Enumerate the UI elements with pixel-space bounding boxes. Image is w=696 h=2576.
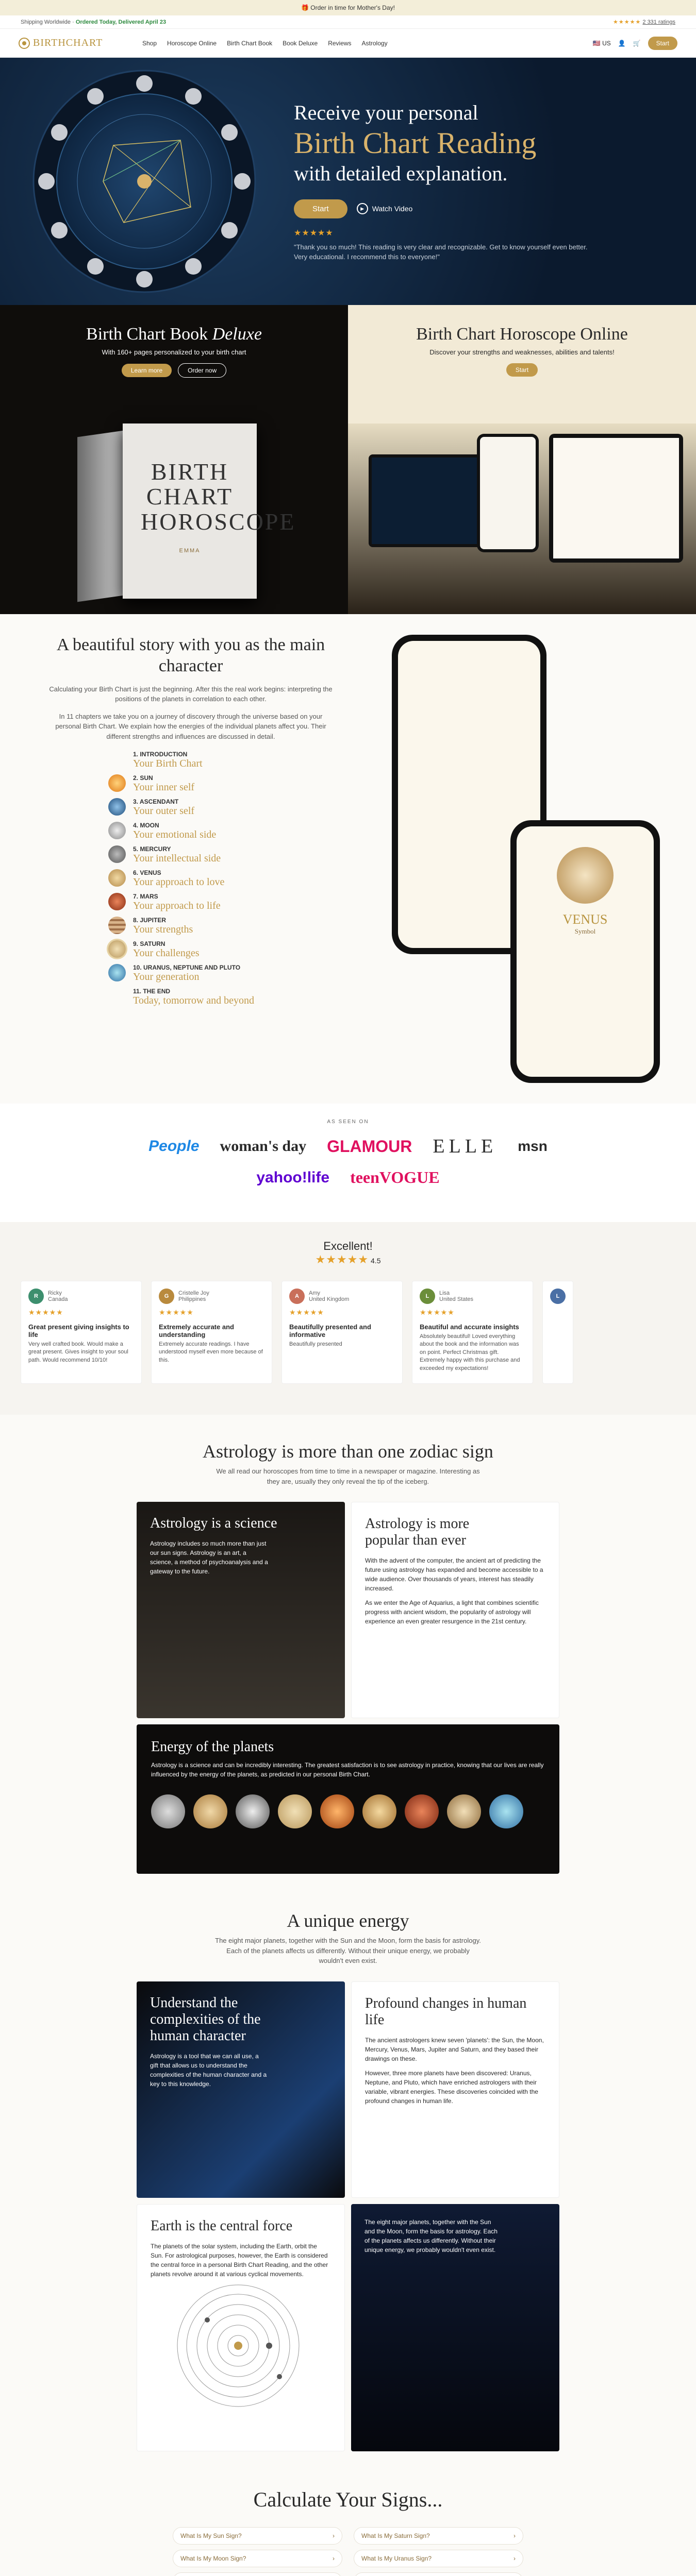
chevron-right-icon: › <box>333 2554 335 2562</box>
nav-start-button[interactable]: Start <box>648 37 677 50</box>
review-card <box>542 1281 573 1384</box>
energy-lead: The eight major planets, together with the Sun and the Moon, form the basis for astrology. Each of the planets affects us differently. Without their unique energy, we probably wouldn't even exist. <box>215 1937 481 1964</box>
hero-quote: "Thank you so much! This reading is very clear and recognizable. Get to know yourself even better. Very educational. I recommend this to everyone!" <box>294 243 588 261</box>
card-title: Astrology is a science <box>150 1515 277 1531</box>
jupiter-icon <box>108 917 126 934</box>
promo-text: 🎁 Order in time for Mother's Day! <box>301 4 395 11</box>
avatar: L <box>550 1289 566 1304</box>
earth-central-card <box>137 2204 345 2451</box>
elle-logo: ELLE <box>433 1136 498 1157</box>
chapter-item <box>108 940 351 961</box>
hero <box>0 58 696 305</box>
chapter-item <box>108 869 351 890</box>
chapter-subtitle: Your inner self <box>133 782 195 793</box>
chapter-subtitle: Your emotional side <box>133 829 217 841</box>
earth-icon <box>108 798 126 816</box>
chapter-number: 6. VENUS <box>133 869 161 877</box>
story-intro: Calculating your Birth Chart is just the beginning. After this the real work begins: interpreting the positions of the planets in correlation to each other. <box>49 685 333 703</box>
msn-logo: msn <box>518 1138 548 1154</box>
energy-title: A unique energy <box>287 1910 409 1931</box>
people-logo: People <box>148 1138 200 1155</box>
nav-book-deluxe[interactable]: Book Deluxe <box>283 39 318 47</box>
chapter-subtitle: Your generation <box>133 971 200 983</box>
nav-astrology[interactable]: Astrology <box>361 39 388 47</box>
calc-label: What Is My Saturn Sign? <box>361 2532 430 2539</box>
chapter-number: 8. JUPITER <box>133 917 167 924</box>
watch-video-link[interactable] <box>357 203 413 214</box>
play-icon: ▶ <box>357 203 368 214</box>
nav-horoscope-online[interactable]: Horoscope Online <box>167 39 217 47</box>
calculate-title: Calculate Your Signs... <box>253 2487 443 2511</box>
calc-moon-sign[interactable] <box>173 2550 342 2567</box>
chapter-number: 5. MERCURY <box>133 845 171 853</box>
reviewer-country: United States <box>439 1296 474 1302</box>
planets-row-image <box>151 1794 545 1828</box>
deluxe-book-image <box>77 423 296 599</box>
teen-vogue-logo: teenVOGUE <box>350 1168 440 1187</box>
story-section <box>0 614 696 1104</box>
night-sky-card <box>351 2204 559 2451</box>
calc-mercury-sign[interactable] <box>173 2572 342 2576</box>
avatar: L <box>420 1289 435 1304</box>
chapter-subtitle: Your challenges <box>133 947 200 959</box>
review-carousel[interactable] <box>21 1281 696 1384</box>
chapter-item <box>108 774 351 795</box>
review-card: L Lisa United States ★★★★★ Beautiful and accurate insights Absolutely beautiful! Loved everything about the book and the information was on point. Perfect Christmas gift. Extremely happy with this purchase and exceeded my expectations! <box>412 1281 533 1384</box>
chapter-item <box>108 893 351 913</box>
reviewer-country: United Kingdom <box>309 1296 350 1302</box>
reviewer-country: Philippines <box>178 1296 206 1302</box>
glamour-logo: GLAMOUR <box>327 1137 412 1156</box>
chapter-item <box>108 964 351 985</box>
chapter-subtitle: Your approach to love <box>133 876 225 888</box>
moon-icon <box>108 822 126 839</box>
card-body: Astrology is a science and can be incredibly interesting. The greatest satisfaction is to see astrology in practice, knowing that our lives are really influenced by the energy of the planets, as predicted in our personal Birth Chart. <box>151 1761 544 1778</box>
story-intro-2: In 11 chapters we take you on a journey of discovery through the universe based on your personal Birth Chart. We explain how the energies of the individual planets affect you. Their different strengths and influences are discussed in detail. <box>55 712 326 740</box>
review-card: R Ricky Canada ★★★★★ Great present giving insights to life Very well crafted book. Would make a great present. Gives insight to your soul path. Would recommend 10/10! <box>21 1281 142 1384</box>
reviewer-name: Amy <box>309 1290 320 1296</box>
shipping-bar: Shipping Worldwide · Ordered Today, Delivered April 23 ★★★★★ 2 331 ratings <box>0 15 696 29</box>
chapter-subtitle: Your outer self <box>133 805 195 817</box>
card-title: Earth is the central force <box>151 2217 293 2234</box>
card-body: The planets of the solar system, including the Earth, orbit the Sun. For astrological purposes, however, the Earth is considered the central force in a personal Birth Chart Reading, and the other planets revolve around it at various cyclical movements. <box>151 2242 328 2278</box>
ratings-count[interactable]: 2 331 ratings <box>642 19 675 25</box>
hero-start-button[interactable]: Start <box>294 199 347 218</box>
calc-neptune-sign[interactable] <box>354 2572 523 2576</box>
womans-day-logo: woman's day <box>220 1138 307 1155</box>
logo-text: BIRTHCHART <box>33 37 103 48</box>
hero-line-3: with detailed explanation. <box>294 161 508 185</box>
chapter-number: 3. ASCENDANT <box>133 798 179 806</box>
chapter-number: 11. THE END <box>133 988 171 995</box>
solar-system-diagram <box>151 2284 326 2408</box>
deluxe-learn-more-button[interactable]: Learn more <box>122 364 172 377</box>
nav-birth-chart-book[interactable]: Birth Chart Book <box>227 39 273 47</box>
chapter-item <box>108 845 351 866</box>
science-card <box>137 1502 345 1718</box>
saturn-icon <box>108 940 126 958</box>
review-body: Absolutely beautiful! Loved everything about the book and the information was on point. Perfect Christmas gift. Extremely happy with this purchase and exceeded my expectations! <box>420 1333 520 1371</box>
chapter-number: 4. MOON <box>133 822 159 829</box>
calc-label: What Is My Moon Sign? <box>180 2554 246 2562</box>
story-title: A beautiful story with you as the main character <box>56 635 325 675</box>
card-body: The eight major planets, together with the Sun and the Moon, form the basis for astrology. Each of the planets affects us differently. Without their unique energy, we probably wouldn't even exist. <box>364 2218 498 2253</box>
deluxe-subtitle: With 160+ pages personalized to your birth chart <box>102 348 246 356</box>
card-body: The ancient astrologers knew seven 'planets': the Sun, the Moon, Mercury, Venus, Mars, Jupiter and Saturn, and they based their drawings on these. <box>365 2036 544 2062</box>
rating-stars: ★★★★★ <box>613 19 641 25</box>
phone-venus-subtitle: Symbol <box>574 927 596 935</box>
review-title: Great present giving insights to life <box>28 1323 129 1338</box>
deluxe-title-em: Deluxe <box>212 325 262 344</box>
outer-planets-icon <box>108 964 126 981</box>
chevron-right-icon: › <box>513 2554 516 2562</box>
review-title: Extremely accurate and understanding <box>159 1323 234 1338</box>
hero-title: Birth Chart Reading <box>294 126 537 160</box>
book-cover-name: EMMA <box>179 547 201 554</box>
reviewer-name: Ricky <box>48 1290 62 1296</box>
venus-icon <box>108 869 126 887</box>
deluxe-panel <box>0 305 348 614</box>
mars-icon <box>108 893 126 910</box>
hero-stars: ★★★★★ <box>294 228 334 238</box>
review-card: G Cristelle Joy Philippines ★★★★★ Extremely accurate and understanding Extremely accurate readings. I have understood myself even more because of this. <box>151 1281 272 1384</box>
card-title: Energy of the planets <box>151 1739 274 1755</box>
review-body: Extremely accurate readings. I have understood myself even more because of this. <box>159 1341 263 1363</box>
online-start-button[interactable]: Start <box>506 363 538 377</box>
reviews-score: 4.5 <box>371 1257 381 1265</box>
avatar: R <box>28 1289 44 1304</box>
reviewer-name: Cristelle Joy <box>178 1290 209 1296</box>
cart-icon[interactable]: 🛒 <box>633 39 641 47</box>
book-cover-title: BIRTH CHART HOROSCOPE <box>141 459 296 535</box>
reviewer-country: Canada <box>48 1296 68 1302</box>
calc-sun-sign[interactable] <box>173 2527 342 2545</box>
delivery-date: Ordered Today, Delivered April 23 <box>75 19 167 25</box>
human-character-card <box>137 1981 345 2198</box>
nav-reviews[interactable]: Reviews <box>328 39 352 47</box>
reviews-section <box>0 1222 696 1415</box>
press-section <box>0 1104 696 1222</box>
review-card: A Amy United Kingdom ★★★★★ Beautifully presented and informative Beautifully presented <box>281 1281 403 1384</box>
online-devices-image <box>348 423 696 614</box>
review-body: Very well crafted book. Would make a great present. Gives insight to your soul path. Would recommend 10/10! <box>28 1341 128 1363</box>
chapter-number: 2. SUN <box>133 774 153 782</box>
card-body: With the advent of the computer, the ancient art of predicting the future using astrology has expanded and become accessible to a wide audience. Over thousands of years, interest has steadily increased. <box>365 1557 543 1592</box>
calculate-section <box>0 2462 696 2576</box>
promo-bar <box>0 0 696 15</box>
watch-video-label: Watch Video <box>372 205 413 213</box>
phones-mockup-image <box>382 635 660 1083</box>
chevron-right-icon: › <box>513 2532 516 2539</box>
review-title: Beautiful and accurate insights <box>420 1323 519 1331</box>
chapter-number: 7. MARS <box>133 893 158 901</box>
review-title: Beautifully presented and informative <box>289 1323 371 1338</box>
online-panel <box>348 305 696 614</box>
phone-venus-title: VENUS <box>562 912 608 927</box>
calc-label: What Is My Uranus Sign? <box>361 2554 432 2562</box>
main-nav <box>0 29 696 58</box>
chapter-subtitle: Your approach to life <box>133 900 221 912</box>
deluxe-order-button[interactable]: Order now <box>178 363 226 378</box>
chapter-number: 1. INTRODUCTION <box>133 751 188 758</box>
nav-shop[interactable]: Shop <box>142 39 157 47</box>
chapter-item <box>108 798 351 819</box>
mercury-icon <box>108 845 126 863</box>
card-body: Astrology includes so much more than just our sun signs. Astrology is an art, a science, a method of psychoanalysis and a gateway to the future. <box>150 1540 268 1575</box>
chevron-right-icon: › <box>333 2532 335 2539</box>
calc-saturn-sign[interactable] <box>354 2527 523 2545</box>
card-title: Profound changes in human life <box>365 1995 527 2028</box>
astrology-title: Astrology is more than one zodiac sign <box>203 1441 493 1462</box>
online-subtitle: Discover your strengths and weaknesses, abilities and talents! <box>429 348 615 356</box>
chapter-subtitle: Today, tomorrow and beyond <box>133 995 255 1007</box>
card-title: Astrology is more popular than ever <box>365 1516 470 1549</box>
shipping-text: Shipping Worldwide <box>21 19 71 25</box>
zodiac-wheel-image <box>31 68 258 295</box>
card-body-2: However, three more planets have been discovered: Uranus, Neptune, and Pluto, which have enriched astrologers with their variable, vibrant energies. These discoveries coincided with the profound changes in human life. <box>365 2069 538 2105</box>
chapter-list <box>108 751 351 1008</box>
energy-of-planets-card <box>137 1724 559 1874</box>
chapter-number: 10. URANUS, NEPTUNE AND PLUTO <box>133 964 241 972</box>
user-icon[interactable]: 👤 <box>618 39 626 47</box>
chapter-item <box>108 822 351 842</box>
calc-label: What Is My Sun Sign? <box>180 2532 242 2539</box>
avatar: G <box>159 1289 174 1304</box>
chapter-number: 9. SATURN <box>133 940 165 948</box>
chapter-subtitle: Your intellectual side <box>133 853 221 865</box>
chapter-item <box>108 751 351 771</box>
calc-uranus-sign[interactable] <box>354 2550 523 2567</box>
chapter-item <box>108 917 351 937</box>
deluxe-title: Birth Chart Book <box>86 325 208 344</box>
reviews-title: Excellent! <box>323 1240 373 1252</box>
sun-icon <box>108 774 126 792</box>
press-label: AS SEEN ON <box>327 1119 369 1125</box>
logo-icon <box>19 38 30 49</box>
chapter-subtitle: Your strengths <box>133 924 193 936</box>
reviewer-name: Lisa <box>439 1290 450 1296</box>
card-title: Understand the complexities of the human character <box>150 1994 261 2044</box>
astrology-section <box>0 1415 696 1884</box>
language-label: US <box>602 39 611 47</box>
chapter-subtitle: Your Birth Chart <box>133 758 203 770</box>
card-body-2: As we enter the Age of Aquarius, a light that combines scientific progress with ancient wisdom, the popularity of astrology will experience an even greater resurgence in the 21st century. <box>365 1599 539 1625</box>
popular-card <box>351 1502 559 1718</box>
energy-section <box>0 1884 696 2462</box>
avatar: A <box>289 1289 305 1304</box>
language-selector[interactable]: 🇺🇸 US <box>592 39 611 47</box>
review-body: Beautifully presented <box>289 1341 342 1347</box>
reviews-stars: ★★★★★ <box>315 1253 369 1266</box>
profound-changes-card <box>351 1981 559 2198</box>
astrology-lead: We all read our horoscopes from time to time in a newspaper or magazine. Interesting as they are, usually they only reveal the tip of the iceberg. <box>216 1467 480 1485</box>
online-title: Birth Chart Horoscope Online <box>416 325 628 344</box>
logo[interactable] <box>19 37 142 49</box>
card-body: Astrology is a tool that we can all use, a gift that allows us to understand the complexities of the human character and a key to this knowledge. <box>150 2053 267 2088</box>
yahoo-life-logo: yahoo!life <box>256 1168 330 1186</box>
chapter-item <box>108 988 351 1008</box>
hero-line-1: Receive your personal <box>294 101 478 125</box>
